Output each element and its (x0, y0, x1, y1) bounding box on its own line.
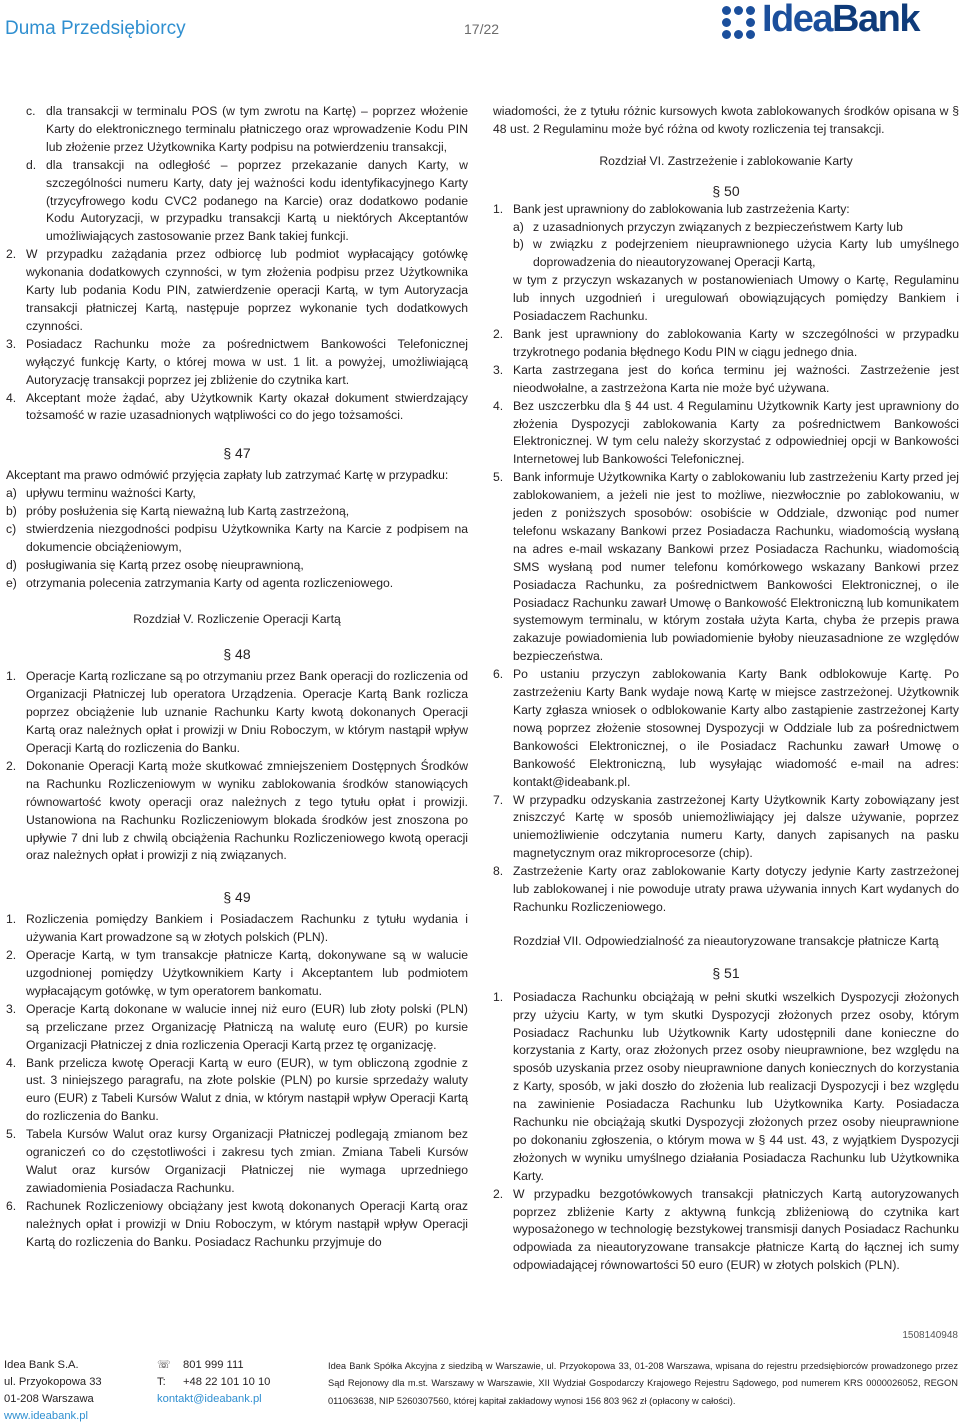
list-item: 3. Operacje Kartą dokonane w walucie innej niż euro (EUR) lub złoty polski (PLN) są przeliczane przez Organizację Płatniczą na walutę euro (EUR) po kursie Organizacji Płatniczej z dnia rozliczenia Operacji Kartą przez tę organizację. (6, 1001, 468, 1052)
s49-list (6, 911, 468, 1251)
chapter-heading: Rozdział VII. Odpowiedzialność za nieautoryzowane transakcje płatnicze Kartą (513, 933, 939, 948)
list-item: 1. Rozliczenia pomiędzy Bankiem i Posiadaczem Rachunku z tytułu wydania i używania Kart prowadzone są w złotych polskich (PLN). (6, 912, 468, 945)
document-code: 1508140948 (902, 1330, 958, 1341)
logo-text-idea: Idea (762, 0, 833, 40)
list-item: d. dla transakcji na odległość – poprzez przekazanie danych Karty, w szczególności numeru Karty, daty jej ważności kodu identyfikacyjnego Karty (trzycyfrowego kodu CVC2 podanego na Karcie) oraz dodatkowo podanie Kodu Autoryzacji, w przypadku transakcji Kartą u niektórych Akceptantów umożliwiających zastosowanie przez Bank takiej funkcji. (26, 157, 468, 244)
tel-label: T: (157, 1376, 166, 1388)
list-item: 2. Bank jest uprawniony do zablokowania Karty w szczególności w przypadku trzykrotnego podania błędnego Kodu PIN w ciągu jednego dnia. (493, 326, 959, 359)
bank-address (4, 1357, 102, 1425)
s50-list (493, 326, 959, 917)
bank-city: 01-208 Warszawa (4, 1393, 94, 1405)
paragraph: wiadomości, że z tytułu różnic kursowych kwota zablokowanych środków opisana w § 48 ust. 2 Regulaminu może być różna od kwoty rozliczenia tej transakcji. (493, 104, 959, 136)
list-item: 1. Operacje Kartą rozliczane są po otrzymaniu przez Bank operacji do rozliczenia od Organizacji Płatniczej lub operatora Urządzenia. Operacje Kartą Bank rozlicza poprzez obciążenie lub uznanie Rachunku Karty kwotą dokonanych Operacji Kartą oraz należnych opłat i prowizji w Dniu Roboczym, w którym nastąpił wpływ Operacji Kartą do rozliczenia do Banku. (6, 669, 468, 755)
list-item: 2. Dokonanie Operacji Kartą może skutkować zmniejszeniem Dostępnych Środków na Rachunku Rozliczeniowym w wyniku zablokowania środków stanowiących równowartość kwoty operacji oraz należnych z tego tytułu opłat i prowizji. Ustanowiona na Rachunku Rozliczeniowym blokada środków jest znoszona po upływie 7 dni lub z chwilą obciążenia Rachunku Rozliczeniowego kwotą operacji oraz należnych opłat i prowizji z nią związanych. (6, 758, 468, 863)
section-heading: § 51 (712, 964, 740, 981)
list-item: 8. Zastrzeżenie Karty oraz zablokowanie Karty dotyczy jedynie Karty zastrzeżonej lub zablokowanej i nie powoduje utraty prawa używania innych Kart wydanych do Rachunku Rozliczeniowego. (493, 864, 959, 914)
email-link[interactable]: kontakt@ideabank.pl (157, 1393, 262, 1405)
s47-list (6, 485, 468, 592)
phone-icon: ☏ (157, 1359, 171, 1371)
left-column (6, 103, 468, 1251)
s51-list (493, 989, 959, 1276)
legal-notice: Idea Bank Spółka Akcyjna z siedzibą w Warszawie, ul. Przyokopowa 33, 01-208 Warszawa, wpisana do rejestru przedsiębiorców prowadzonego przez Sąd Rejonowy dla m.st. Warszawy w Warszawie, XII Wydział Gospodarczy Krajowego Rejestru Sądowego, pod numerem KRS 0000026052, REGON 011063638, NIP 5260307560, której kapitał zakładowy wynosi 156 803 962 zł (opłacony w całości). (328, 1361, 958, 1406)
list-item: 4. Bank przelicza kwotę Operacji Kartą w euro (EUR), w tym obliczoną zgodnie z ust. 3 niniejszego paragrafu, na złote polskie (PLN) po kursie sprzedaży waluty euro (EUR) z Tabeli Kursów Walut z dnia, w którym nastąpił wpływ Operacji Kartą do rozliczenia do Banku. (6, 1055, 468, 1124)
logo-dots-icon (722, 6, 758, 40)
bank-street: ul. Przyokopowa 33 (4, 1376, 102, 1388)
list-item: 2. W przypadku zażądania przez odbiorcę lub podmiot wypłacający gotówkę wykonania dodatkowych czynności, w tym złożenia podpisu przez Użytkownika Karty lub podania Kodu PIN, zatwierdzenie operacji Kartą, w tym Autoryzacja transakcji płatniczej Kartą, następuje poprzez wykonanie tych dodatkowych czynności. (6, 247, 468, 333)
website-link[interactable]: www.ideabank.pl (4, 1410, 88, 1422)
paragraph: w tym z przyczyn wskazanych w postanowieniach Umowy o Kartę, Regulaminu lub innych uzgodnień i uregulowań obowiązujących pomiędzy Bankiem i Posiadaczem Rachunku. (513, 273, 959, 324)
page-header (0, 0, 960, 62)
list-item: b) w związku z podejrzeniem nieuprawnionego użycia Karty lub umyślnego doprowadzenia do nieautoryzowanej Operacji Kartą, (513, 237, 959, 270)
telephone-number: +48 22 101 10 10 (183, 1376, 271, 1388)
right-column (493, 103, 959, 1275)
list-item: 4. Akceptant może żądać, aby Użytkownik Karty okazał dokument stwierdzający tożsamość w razie uzasadnionych wątpliwości co do jego tożsamości. (6, 390, 468, 423)
section-heading: § 50 (712, 182, 740, 199)
list-item: 2. W przypadku bezgotówkowych transakcji płatniczych Kartą autoryzowanych poprzez zbliżenie Karty z aktywną funkcją zbliżeniową do czytnika kart wyposażonego w technologię bezstykowej transmisji danych Posiadacz Rachunku odpowiada za nieautoryzowane transakcje płatnicze Kartą do łącznej ich sumy odpowiadającej równowartości 50 euro (EUR) w złotych polskich (PLN). (493, 1186, 959, 1273)
bank-name: Idea Bank S.A. (4, 1359, 79, 1371)
list-item: c) stwierdzenia niezgodności podpisu Użytkownika Karty na Karcie z podpisem na dokumencie obciążeniowym, (6, 521, 468, 554)
page-footer (0, 1320, 960, 1425)
s50-sub-list (493, 219, 959, 273)
list-item: 1. Bank jest uprawniony do zablokowania lub zastrzeżenia Karty: (493, 201, 850, 216)
list-item: 3. Posiadacz Rachunku może za pośrednictwem Bankowości Telefonicznej wyłączyć funkcję Karty, o której mowa w ust. 1 lit. a powyżej, umożliwiającą Autoryzację transakcji poprzez jej zbliżenie do czytnika kart. (6, 336, 468, 387)
logo-text-bank: Bank (832, 0, 919, 40)
list-item: 7. W przypadku odzyskania zastrzeżonej Karty Użytkownik Karty zobowiązany jest zniszczyć Kartę w sposób uniemożliwiający jej dalsze używanie, poprzez uniemożliwienie odczytania numeru Karty, danych zapisanych na pasku magnetycznym oraz mikroprocesorze (chip). (493, 792, 959, 861)
list-item: 5. Tabela Kursów Walut oraz kursy Organizacji Płatniczej podlegają zmianom bez ograniczeń co do częstotliwości i zakresu tych zmian. Zmiana Tabeli Kursów Walut oraz kursów Organizacji Płatniczej nie wymaga uprzedniego zawiadomienia Posiadacza Rachunku. (6, 1127, 468, 1195)
paragraph: Akceptant ma prawo odmówić przyjęcia zapłaty lub zatrzymać Kartę w przypadku: (6, 468, 449, 483)
list-item: e) otrzymania polecenia zatrzymania Karty od agenta rozliczeniowego. (6, 575, 394, 590)
s48-list (6, 668, 468, 865)
list-item: 4. Bez uszczerbku dla § 44 ust. 4 Regulaminu Użytkownik Karty jest uprawniony do złożenia Dyspozycji zablokowania Karty za pośrednictwem Bankowości Elektronicznej. W tym celu należy skorzystać z odpowiedniej opcji w Bankowości Internetowej lub Bankowości Telefonicznej. (493, 398, 959, 467)
chapter-heading: Rozdział V. Rozliczenie Operacji Kartą (133, 611, 341, 626)
page-number: 17/22 (464, 21, 500, 37)
document-title: Duma Przedsiębiorcy (5, 18, 186, 39)
list-item: b) próby posłużenia się Kartą nieważną lub Kartą zastrzeżoną, (6, 504, 350, 519)
chapter-heading: Rozdział VI. Zastrzeżenie i zablokowanie Karty (599, 153, 853, 168)
list-item: c. dla transakcji w terminalu POS (w tym zwrotu na Kartę) – poprzez włożenie Karty do elektronicznego terminalu płatniczego oraz wprowadzenie Kodu PIN lub złożenie przez Użytkownika Karty podpisu na potwierdzeniu transakcji, (26, 104, 468, 154)
section-heading: § 49 (223, 889, 251, 906)
list-item: a) z uzasadnionych przyczyn związanych z bezpieczeństwem Karty lub (513, 219, 903, 234)
hotline-number: 801 999 111 (183, 1359, 244, 1371)
list-item: a) upływu terminu ważności Karty, (6, 486, 196, 501)
list-item: d) posługiwania się Kartą przez osobę nieuprawnioną, (6, 557, 304, 572)
list-item: 6. Rachunek Rozliczeniowy obciążany jest kwotą dokonanych Operacji Kartą oraz należnych opłat i prowizji w Dniu Roboczym, w którym nastąpił wpływ Operacji Kartą do rozliczenia do Banku. Posiadacz Rachunku przyjmuje do (6, 1198, 468, 1249)
list-item: 6. Po ustaniu przyczyn zablokowania Karty Bank odblokowuje Kartę. Po zastrzeżeniu Karty Bank wydaje nową Kartę w miejsce zastrzeżonej. Użytkownik Karty zgłasza wniosek o odblokowanie Karty albo zastąpienie zastrzeżonej Karty nową poprzez złożenie stosownej Dyspozycji w Oddziale lub za pośrednictwem Bankowości Elektronicznej, o ile Posiadacz Rachunku zawarł Umowę o Bankowość Elektroniczną, lub wysyłając wiadomość e-mail na adres: kontakt@ideabank.pl. (493, 667, 959, 789)
section-heading: § 47 (223, 445, 251, 462)
idea-bank-logo (722, 2, 958, 42)
list-item: 1. Posiadacza Rachunku obciążają w pełni skutki wszelkich Dyspozycji złożonych przy użyciu Karty, w tym skutki Dyspozycji złożonych przez osoby, którym Posiadacz Rachunku lub Użytkownik Karty udostępnili dane konieczne do korzystania z Karty, oraz złożonych przez osoby nieuprawnione, bez względu na sposób uzyskania przez osoby nieuprawnione danych koniecznych do korzystania z Karty, sposób, w jaki doszło do złożenia lub realizacji Dyspozycji i bez względu na zawinienie Posiadacza Rachunku lub Użytkownika Karty. Posiadacza Rachunku nie obciążają skutki Dyspozycji złożonych przez osoby nieuprawnione po dokonaniu zgłoszenia, o którym mowa w § 44 ust. 43, z wyjątkiem Dyspozycji złożonych w wyniku umyślnego działania Posiadacza Rachunku lub Użytkownika Karty. (493, 989, 959, 1183)
list-item: 5. Bank informuje Użytkownika Karty o zablokowaniu lub zastrzeżeniu Karty przed jej zablokowaniem, a jeżeli nie jest to możliwe, niezwłocznie po zablokowaniu, w jeden z poniższych sposobów: osobiście w Oddziale, dzwoniąc pod numer telefonu wskazany Bankowi przez Posiadacza Rachunku, wiadomością wysłaną na adres e-mail wskazany Bankowi przez Posiadacza Rachunku, wiadomością SMS wysłaną pod numer telefonu komórkowego wskazany Bankowi przez Posiadacza Rachunku, za pośrednictwem Bankowości Elektronicznej, o ile Posiadacz Rachunku zawarł Umowę o Bankowość Elektroniczną lub komunikatem systemowym terminalu, w którym została użyta Karta, chyba że przepis prawa zakazuje powiadomienia lub powiadomienie byłoby nieuzasadnione ze względów bezpieczeństwa. (493, 470, 959, 664)
section-heading: § 48 (223, 646, 251, 663)
bank-contact (157, 1357, 270, 1408)
list-item: 2. Operacje Kartą, w tym transakcje płatnicze Kartą, dokonywane są w walucie uzgodnionej pomiędzy Użytkownikiem Karty i Akceptantem lub podmiotem wypłacającym gotówkę, w tym operatorem bankomatu. (6, 948, 468, 998)
list-item: 3. Karta zastrzegana jest do końca terminu jej ważności. Zastrzeżenie jest nieodwołalne, a zastrzeżona Karta nie może być używana. (493, 362, 959, 395)
